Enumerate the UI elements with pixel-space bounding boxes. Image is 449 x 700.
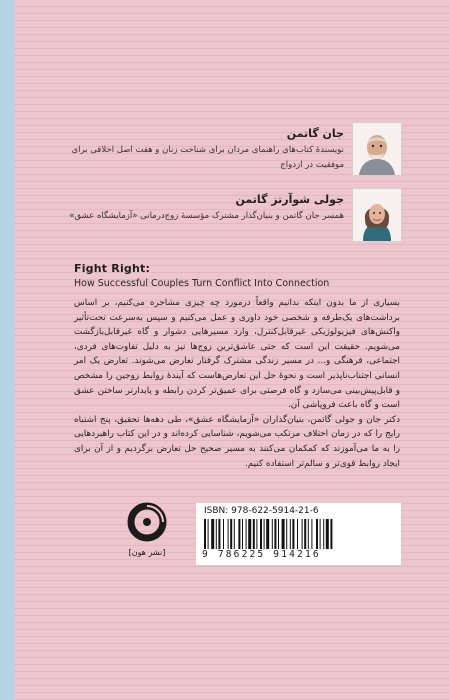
barcode-digits: 9 786225 914216	[202, 549, 321, 560]
isbn-label: ISBN: 978-622-5914-21-6	[204, 506, 319, 516]
author-bio: همسر جان گاتمن و بنیان‌گذار مشترک مؤسسهٔ زوج‌درمانی «آزمایشگاه عشق»	[69, 211, 344, 221]
book-subtitle: How Successful Couples Turn Conflict Into Connection	[74, 278, 330, 289]
portrait-icon	[353, 189, 401, 241]
publisher-name: [نشر هون]	[128, 548, 166, 557]
spine-strip	[0, 0, 14, 700]
barcode-icon	[204, 519, 394, 549]
author-block-john	[57, 122, 402, 182]
portrait-icon	[353, 123, 401, 175]
book-title: Fight Right:	[74, 262, 151, 275]
description-paragraph: بسیاری از ما بدون اینکه بدانیم واقعاً درمورد چه چیزی مشاجره می‌کنیم، بر اساس برداشت‌های یک‌طرفه و شخصی خود داوری و عمل می‌کنیم و سپس به‌سرعت تحت‌تأثیر واکنش‌های فیزیولوژیکی غیرقابل‌کنترل، وارد مسیرهایی دشوار و گاه غیرقابل‌بازگشت می‌شویم. حقیقت این است که حتی عاشق‌ترین زوج‌ها نیز به دلیل تفاوت‌های فردی، اجتماعی، فرهنگی و... در مسیر زندگی مشترک گرفتار تعارض می‌شوند. تعارض یک امر انسانی اجتناب‌ناپذیر است و نحوهٔ حل این تعارض‌هاست که آیندهٔ روابط زوجین را مشخص و قابل‌پیش‌بینی می‌سازد و گاه فرصتی برای عمیق‌تر کردن رابطه و پایدارتر ساختن عشق است و گاه باعث فروپاشی آن.	[74, 298, 400, 411]
author-block-julie	[57, 188, 402, 248]
author-name: جان گاتمن	[286, 127, 344, 140]
isbn-barcode	[196, 503, 401, 565]
author-photo-john	[352, 122, 402, 176]
author-photo-julie	[352, 188, 402, 242]
description-paragraph: دکتر جان و جولی گاتمن، بنیان‌گذاران «آزمایشگاه عشق»، طی دهه‌ها تحقیق، پنج اشتباه رایج را که در زمان اختلاف مرتکب می‌شویم، شناسایی کرده‌اند و در این کتاب راهبردهایی را به ما می‌آموزند که کمکمان می‌کنند به مسیر صحیح حل تعارض برگردیم و از آن برای ایجاد روابط قوی‌تر و سالم‌تر استفاده کنیم.	[74, 414, 400, 469]
ring-logo-icon	[118, 500, 176, 546]
book-title-block	[74, 262, 394, 289]
author-name: جولی شوآرتز گاتمن	[235, 193, 344, 206]
author-bio: نویسندهٔ کتاب‌های راهنمای مردان برای شناخت زنان و هفت اصل اخلاقی برای موفقیت در ازدواج	[71, 145, 344, 170]
book-description	[74, 296, 400, 471]
publisher-logo	[118, 500, 176, 562]
